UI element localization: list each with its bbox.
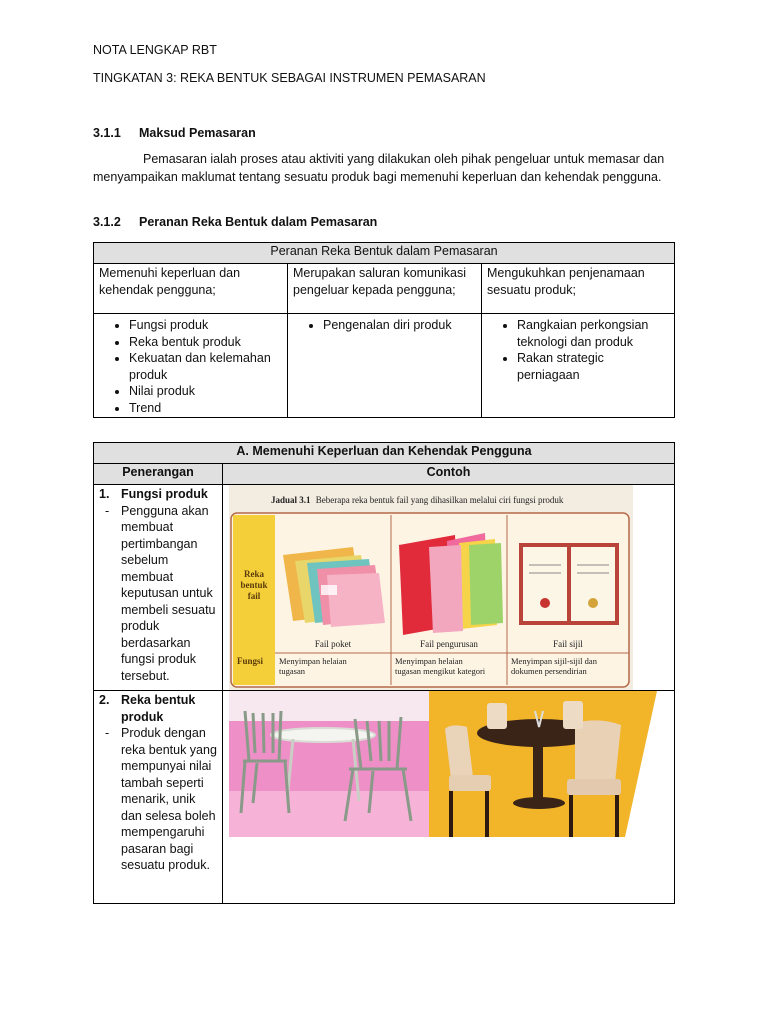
row1-heading: 1. Fungsi produk (99, 487, 208, 501)
section-heading-3-1-2 (93, 215, 377, 229)
row2-heading: 2. Reka bentuk produk (99, 693, 196, 724)
list-item: • Rakan strategic perniagaan (517, 350, 669, 383)
roles-table-title: Peranan Reka Bentuk dalam Pemasaran (94, 243, 675, 264)
file-name-3: Fail sijil (553, 639, 583, 649)
management-file-illustration (399, 533, 503, 635)
roles-col-3-list (482, 314, 675, 418)
list-item: • Nilai produk (129, 383, 282, 400)
col-header-penerangan: Penerangan (94, 464, 223, 485)
row1-description (94, 485, 223, 691)
fungsi-label: Fungsi (237, 656, 264, 666)
section-title: Maksud Pemasaran (139, 126, 256, 140)
roles-col-1-list (94, 314, 288, 418)
row-label-reka-bentuk-fail: Reka bentuk fail (240, 569, 268, 601)
consumer-needs-title: A. Memenuhi Keperluan dan Kehendak Pengguna (94, 443, 675, 464)
roles-col-3: Mengukuhkan penjenamaan sesuatu produk; (482, 264, 675, 314)
section-paragraph: Pemasaran ialah proses atau aktiviti yang dilakukan oleh pihak pengeluar untuk memasar dan menyampaikan maklumat tentang sesuatu produk bagi memenuhi keperluan dan kehendak pengguna. (93, 152, 665, 184)
roles-col-2: Merupakan saluran komunikasi pengeluar kepada pengguna; (288, 264, 482, 314)
row1-text: - Pengguna akan membuat pertimbangan sebelum membuat keputusan untuk membeli sesuatu produk berdasarkan fungsi produk tersebut. (99, 503, 217, 685)
fungsi-desc-3: Menyimpan sijil-sijil dan dokumen persendirian (511, 656, 597, 676)
figure-caption-bold: Jadual 3.1 (271, 495, 311, 505)
roles-col-2-list (288, 314, 482, 418)
certificate-file-illustration (519, 543, 619, 625)
section-number: 3.1.1 (93, 126, 121, 140)
fungsi-desc-2: Menyimpan helaian tugasan mengikut kategori (395, 656, 486, 676)
section-heading-3-1-1 (93, 126, 256, 140)
file-name-1: Fail poket (314, 639, 352, 649)
furniture-image (223, 691, 663, 841)
row2-example (223, 691, 675, 904)
col-header-contoh: Contoh (223, 464, 675, 485)
list-item: • Reka bentuk produk (129, 334, 282, 351)
row1-example (223, 485, 675, 691)
section-number: 3.1.2 (93, 215, 121, 229)
row2-text: - Produk dengan reka bentuk yang mempunyai nilai tambah seperti menarik, unik dan selesa boleh mempengaruhi pasaran bagi sesuatu produk. (99, 725, 217, 874)
consumer-needs-table (93, 442, 675, 904)
list-item: • Fungsi produk (129, 317, 282, 334)
figure-caption: Beberapa reka bentuk fail yang dihasilkan melalui ciri fungsi produk (315, 495, 564, 505)
list-item: • Trend (129, 400, 282, 417)
section-title: Peranan Reka Bentuk dalam Pemasaran (139, 215, 378, 229)
roles-table (93, 242, 675, 418)
list-item: • Pengenalan diri produk (323, 317, 476, 334)
list-item: • Kekuatan dan kelemahan produk (129, 350, 282, 383)
file-designs-image (223, 485, 633, 690)
row2-description (94, 691, 223, 904)
file-name-2: Fail pengurusan (420, 639, 478, 649)
doc-header-line1: NOTA LENGKAP RBT (93, 43, 217, 57)
roles-col-1: Memenuhi keperluan dan kehendak pengguna; (94, 264, 288, 314)
list-item: • Rangkaian perkongsian teknologi dan produk (517, 317, 669, 350)
doc-header-line2: TINGKATAN 3: REKA BENTUK SEBAGAI INSTRUMEN PEMASARAN (93, 71, 486, 85)
fungsi-desc-1: Menyimpan helaian tugasan (279, 656, 347, 676)
svg-text:Jadual 3.1 Beberap (271, 495, 564, 505)
